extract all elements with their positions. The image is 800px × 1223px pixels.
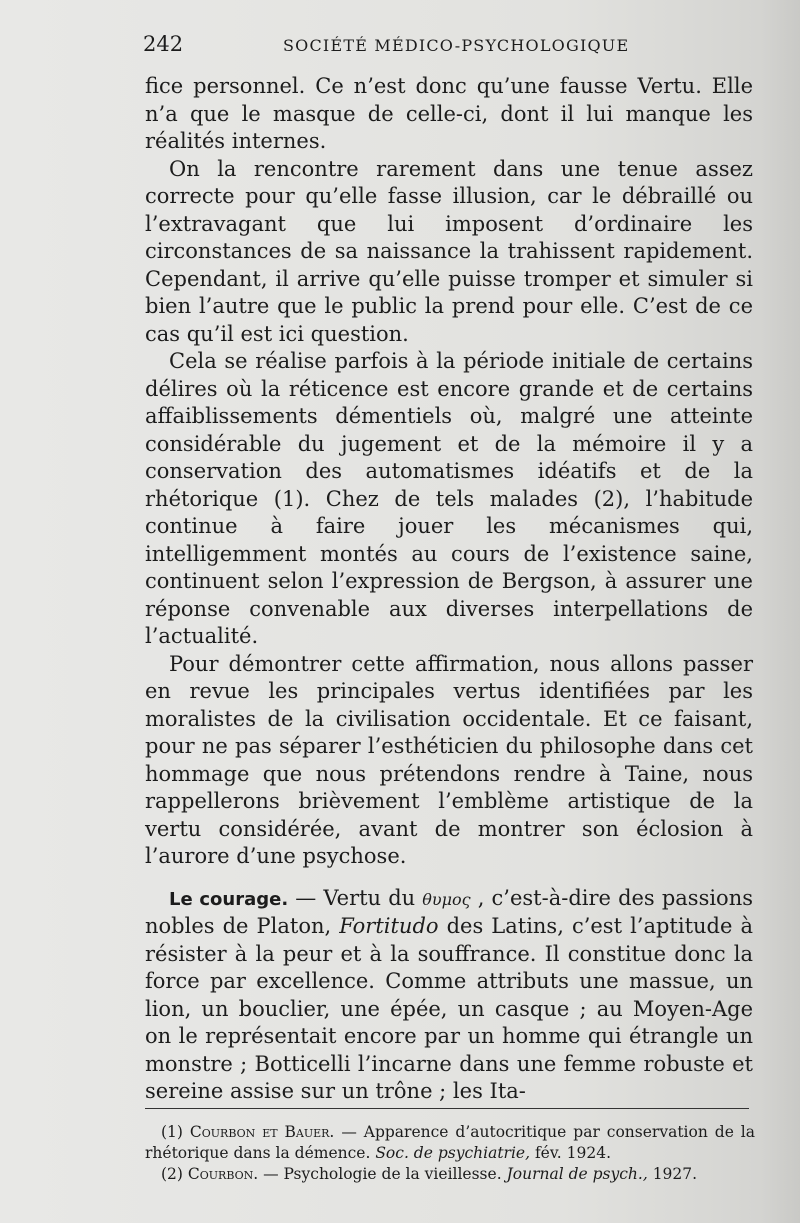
- paragraph: fice personnel. Ce n’est donc qu’une fausse Vertu. Elle n’a que le masque de celle-ci, dont il lui manque les réalités internes.: [145, 74, 753, 153]
- footnote-date: fév. 1924.: [530, 1144, 611, 1162]
- running-head: [143, 32, 753, 60]
- section-text: des Latins, c’est l’aptitude à résister à la peur et à la souffrance. Il constitue donc la force par excellence. Comme attributs une massue, un lion, un bouclier, une épée, un casque ; au Moyen-Age on le représentait encore par un homme qui étrangle un monstre ; Botticelli l’incarne dans une femme robuste et sereine assise sur un trône ; les Ita-: [145, 914, 753, 1103]
- section-title: Le courage.: [169, 888, 289, 910]
- footnotes: [145, 1122, 755, 1185]
- section-text: — Vertu du: [288, 885, 423, 910]
- footnote-text: — Apparence d’autocritique par conservation de la rhétorique dans la démence.: [145, 1123, 756, 1162]
- paragraph: On la rencontre rarement dans une tenue assez correcte pour qu’elle fasse illusion, car le débraillé ou l’extravagant que lui imposent d’ordinaire les circonstances de sa naissance la trahissent rapidement. Cependant, il arrive qu’elle puisse tromper et simuler si bien l’autre que le public la prend pour elle. C’est de ce cas qu’il est ici question.: [145, 156, 753, 346]
- footnote-authors: Courbon.: [187, 1165, 259, 1183]
- section-text: , c’est-à-dire des passions nobles de Platon,: [145, 885, 754, 938]
- footnote-marker: (1): [161, 1123, 190, 1141]
- section-paragraph: [145, 885, 753, 1106]
- footnote-2: [145, 1164, 755, 1185]
- body-text: [145, 73, 753, 1106]
- footnote-marker: (2): [161, 1165, 188, 1183]
- paragraph: Cela se réalise parfois à la période initiale de certains délires où la réticence est encore grande et de certains affaiblissements démentiels où, malgré une atteinte considérable du jugement et de la mémoire il y a conservation des automatismes idéatifs et de la rhétorique (1). Chez de tels malades (2), l’habitude continue à faire jouer les mécanismes qui, intelligemment montés au cours de l’existence saine, continuent selon l’expression de Bergson, à assurer une réponse convenable aux diverses interpellations de l’actualité.: [145, 349, 753, 648]
- footnote-divider: [145, 1108, 749, 1109]
- footnote-journal: Soc. de psychiatrie,: [375, 1144, 531, 1162]
- latin-word: Fortitudo: [339, 914, 439, 938]
- footnote-journal: Journal de psych.,: [506, 1165, 648, 1183]
- footnote-authors: Courbon et Bauer.: [189, 1123, 335, 1141]
- footnote-text: — Psychologie de la vieillesse.: [258, 1165, 507, 1183]
- page-number: 242: [143, 32, 184, 56]
- paragraph: Pour démontrer cette affirmation, nous allons passer en revue les principales vertus identifiées par les moralistes de la civilisation occidentale. Et ce faisant, pour ne pas séparer l’esthéticien du philosophe dans cet hommage que nous prétendons rendre à Taine, nous rappellerons brièvement l’emblème artistique de la vertu considérée, avant de montrer son éclosion à l’aurore d’une psychose.: [145, 651, 753, 868]
- greek-word: θυμος: [422, 889, 471, 909]
- journal-title: SOCIÉTÉ MÉDICO-PSYCHOLOGIQUE: [283, 36, 630, 55]
- footnote-1: [145, 1122, 755, 1164]
- footnote-date: 1927.: [647, 1165, 698, 1183]
